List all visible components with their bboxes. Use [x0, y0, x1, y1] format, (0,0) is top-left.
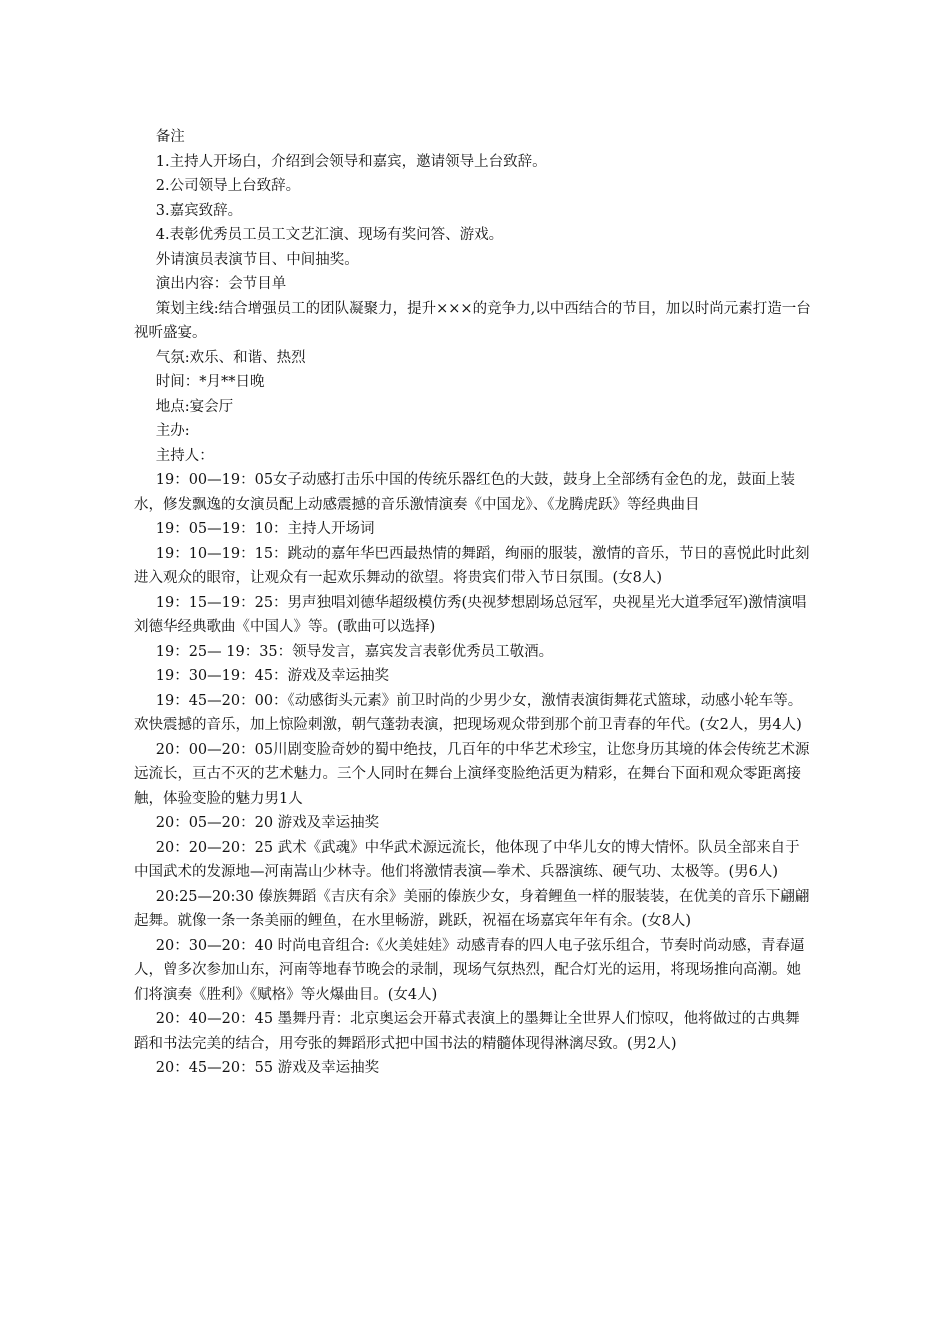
program-item: 19：05—19：10：主持人开场词 — [155, 521, 375, 537]
program-item: 19：25— 19：35：领导发言，嘉宾发言表彰优秀员工敬酒。 — [155, 643, 554, 660]
program-item: 19：30—19：45：游戏及幸运抽奖 — [155, 668, 390, 684]
program-item: 19：15—19：25：男声独唱刘德华超级模仿秀(央视梦想剧场总冠军，央视星光大道季冠军)激情演唱刘德华经典歌曲《中国人》等。(歌曲可以选择) — [134, 594, 807, 635]
event-location: 地点:宴会厅 — [155, 398, 234, 415]
program-item: 20：30—20：40 时尚电音组合:《火美娃娃》动感青春的四人电子弦乐组合，节奏时尚动感，青春逼人，曾多次参加山东，河南等地春节晚会的录制，现场气氛热烈，配合灯光的运用，将现场推向高潮。她们将演奏《胜利》《赋格》等火爆曲目。(女4人) — [134, 937, 805, 1003]
agenda-item-4: 4.表彰优秀员工员工文艺汇演、现场有奖问答、游戏。 — [155, 227, 504, 243]
program-item: 19：10—19：15：跳动的嘉年华巴西最热情的舞蹈，绚丽的服装，激情的音乐，节日的喜悦此时此刻进入观众的眼帘，让观众有一起欢乐舞动的欲望。将贵宾们带入节日氛围。(女8人) — [134, 545, 810, 586]
program-item: 19：00—19：05女子动感打击乐中国的传统乐器红色的大鼓，鼓身上全部绣有金色的龙，鼓面上装水，修发飘逸的女演员配上动感震撼的音乐激情演奏《中国龙》、《龙腾虎跃》等经典曲目 — [134, 472, 796, 513]
document-body — [134, 125, 814, 1081]
program-item: 20:25—20:30 傣族舞蹈《吉庆有余》美丽的傣族少女，身着鲤鱼一样的服装装，在优美的音乐下翩翩起舞。就像一条一条美丽的鲤鱼，在水里畅游，跳跃，祝福在场嘉宾年年有余。(女8人) — [134, 888, 810, 929]
agenda-item-2: 2.公司领导上台致辞。 — [155, 178, 301, 194]
program-item: 19：45—20：00：《动感街头元素》前卫时尚的少男少女，激情表演街舞花式篮球，动感小轮车等。欢快震撼的音乐，加上惊险刺激，朝气蓬勃表演，把现场观众带到那个前卫青春的年代。(女2人，男4人) — [134, 692, 803, 733]
program-item: 20：40—20：45 墨舞丹青：北京奥运会开幕式表演上的墨舞让全世界人们惊叹，他将做过的古典舞蹈和书法完美的结合，用夸张的舞蹈形式把中国书法的精髓体现得淋漓尽致。(男2人) — [134, 1011, 800, 1052]
program-item: 20：05—20：20 游戏及幸运抽奖 — [155, 815, 380, 831]
organizer: 主办: — [155, 423, 190, 439]
agenda-item-guest-performers: 外请演员表演节目、中间抽奖。 — [155, 251, 359, 268]
agenda-item-1: 1.主持人开场白，介绍到会领导和嘉宾，邀请领导上台致辞。 — [155, 153, 547, 170]
note-heading: 备注 — [155, 129, 185, 145]
performance-content: 演出内容：会节目单 — [155, 276, 287, 292]
event-time: 时间：*月**日晚 — [155, 374, 265, 390]
program-item: 20：00—20：05川剧变脸奇妙的蜀中绝技，几百年的中华艺术珍宝，让您身历其境的体会传统艺术源远流长，亘古不灭的艺术魅力。三个人同时在舞台上演绎变脸绝活更为精彩，在舞台下面和观众零距离接触，体验变脸的魅力男1人 — [134, 741, 810, 807]
agenda-item-3: 3.嘉宾致辞。 — [155, 202, 243, 219]
atmosphere: 气氛:欢乐、和谐、热烈 — [155, 349, 306, 366]
program-item: 20：45—20：55 游戏及幸运抽奖 — [155, 1060, 380, 1076]
host: 主持人： — [155, 447, 214, 464]
program-item: 20：20—20：25 武术《武魂》中华武术源远流长，他体现了中华儿女的博大情怀。队员全部来自于中国武术的发源地—河南嵩山少林寺。他们将激情表演—拳术、兵器演练、硬气功、太极等。(男6人) — [134, 839, 800, 880]
planning-theme: 策划主线:结合增强员工的团队凝聚力，提升×××的竞争力,以中西结合的节目，加以时尚元素打造一台视听盛宴。 — [134, 300, 811, 341]
